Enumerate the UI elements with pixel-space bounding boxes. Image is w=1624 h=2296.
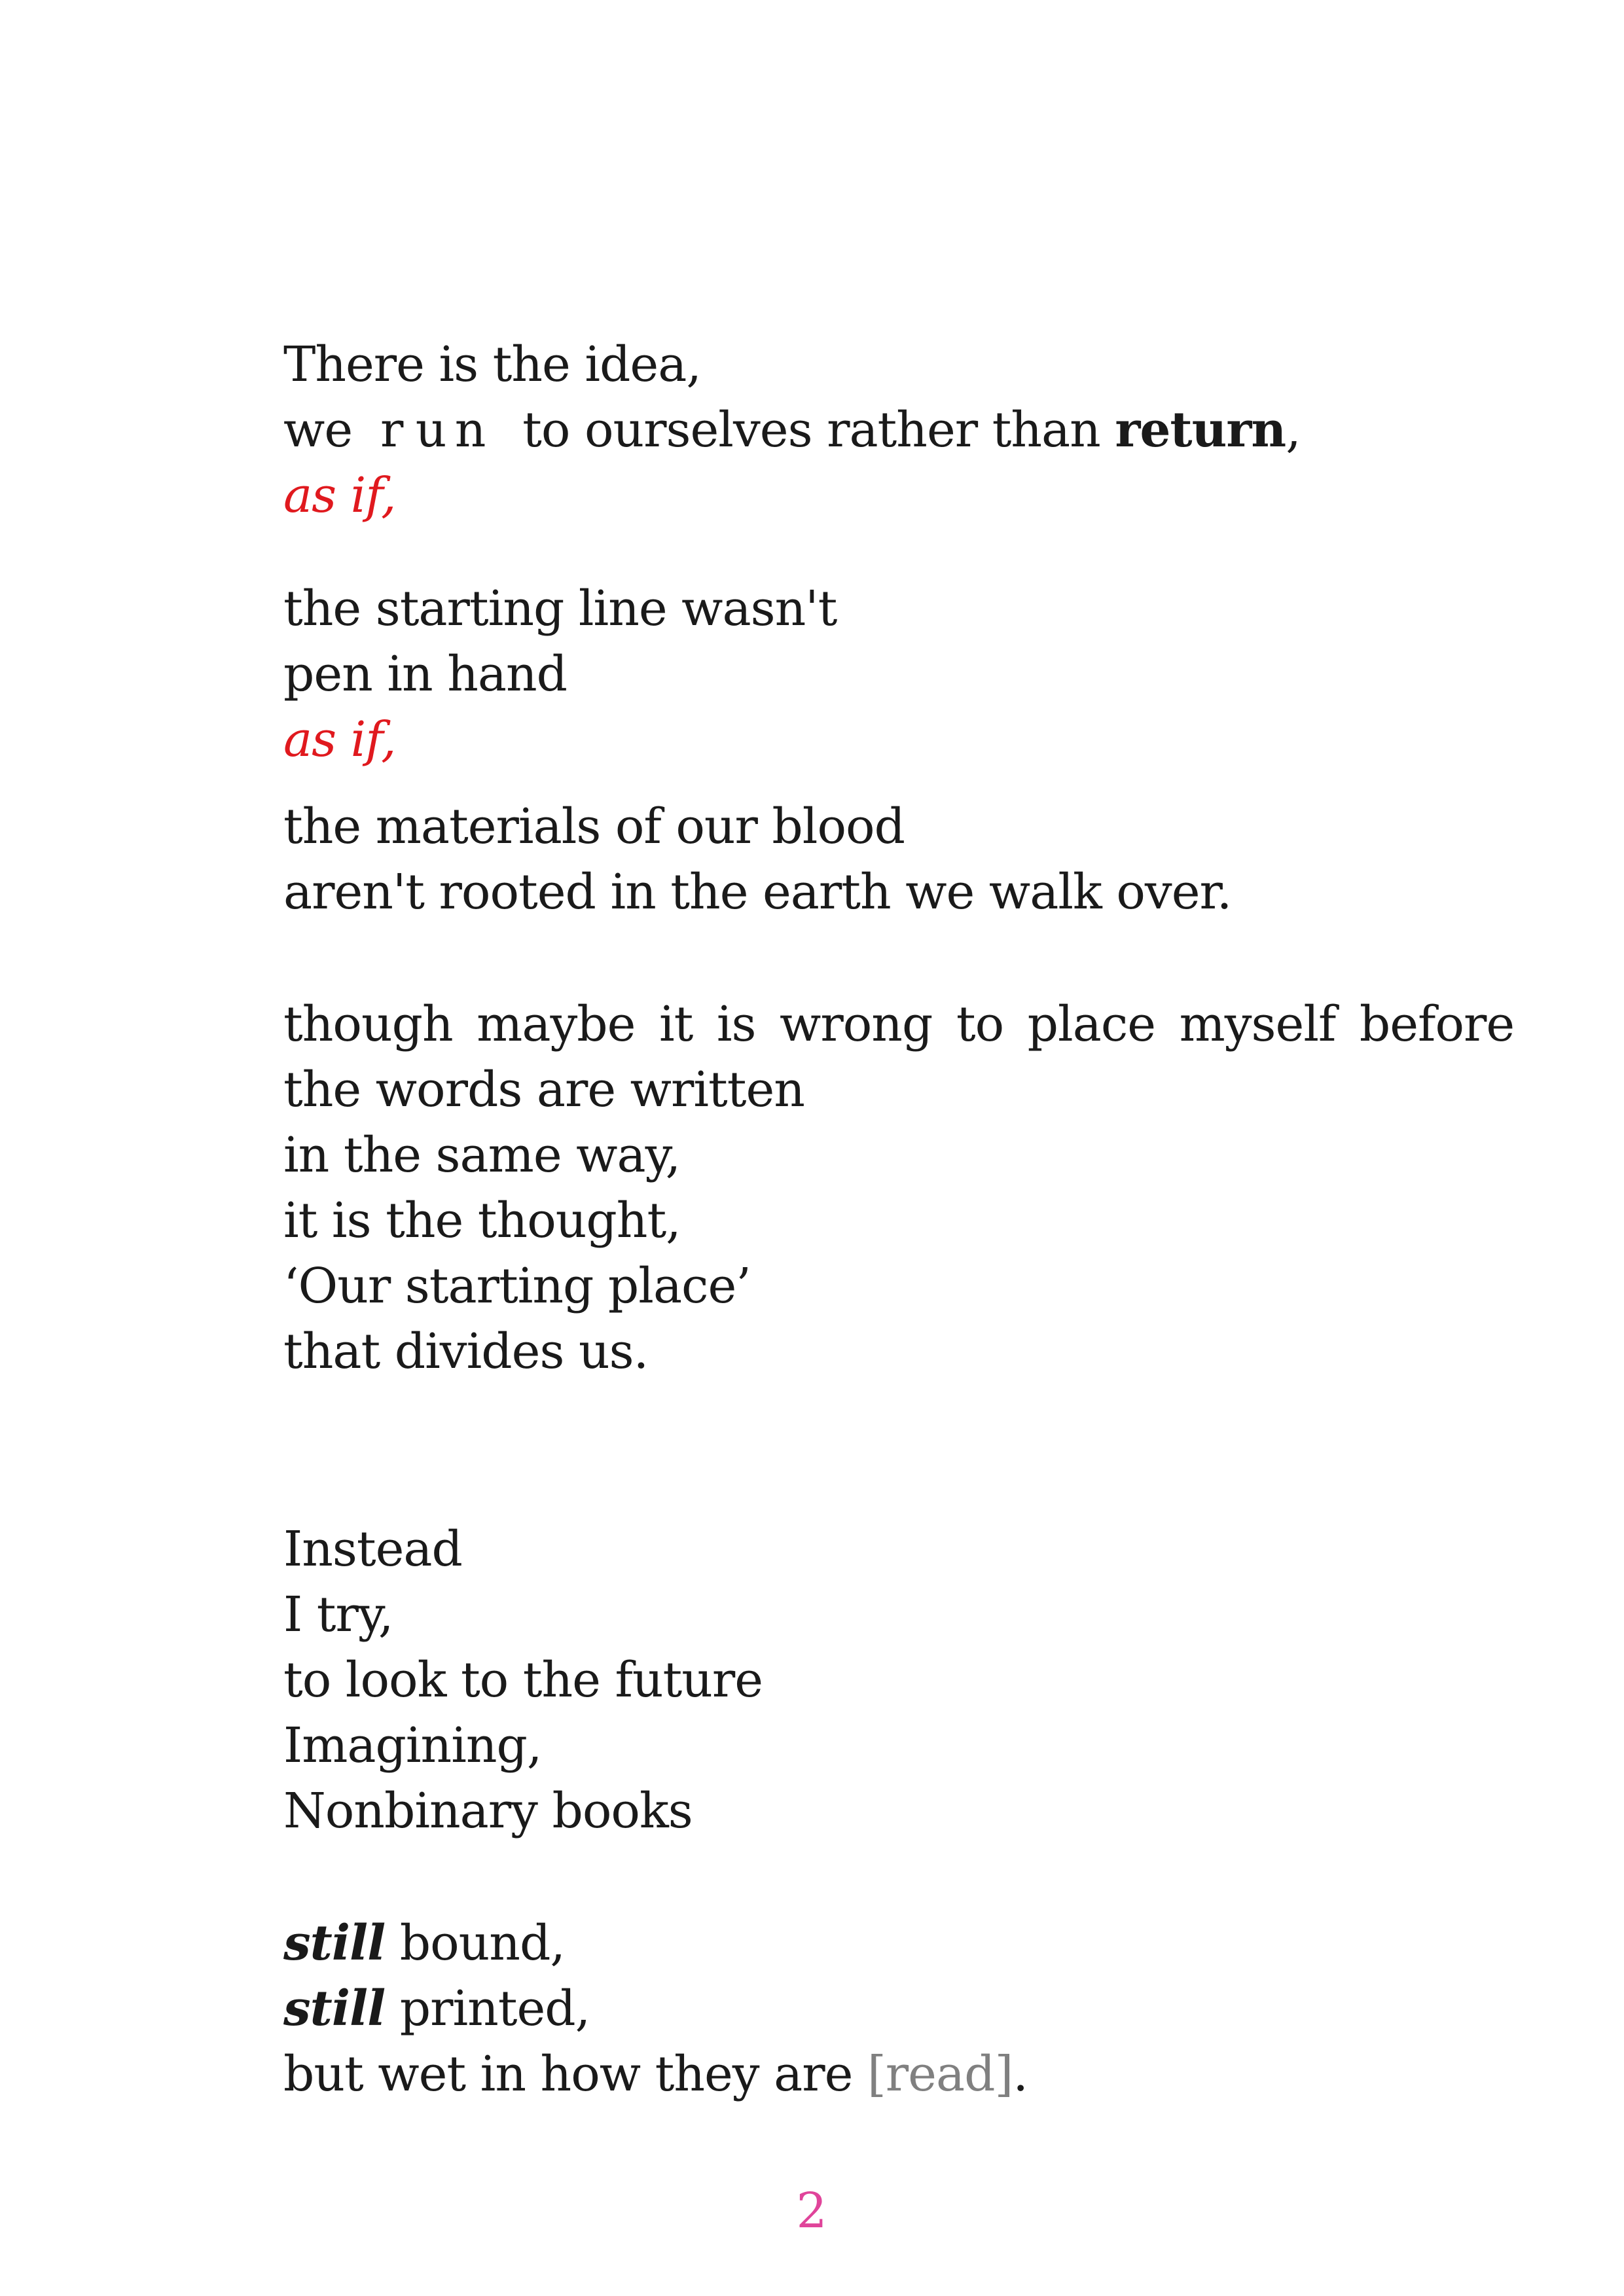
- word-read-bracketed: [read]: [867, 2046, 1013, 2102]
- poem-line: the words are written: [283, 1062, 804, 1118]
- poem-line: to look to the future: [283, 1652, 763, 1708]
- as-if-line: as if,: [283, 711, 396, 768]
- poem-line: aren't rooted in the earth we walk over.: [283, 864, 1232, 920]
- run-letter-u: u: [415, 402, 446, 458]
- line-end-comma: ,: [1286, 402, 1301, 458]
- run-letter-n: n: [454, 402, 486, 458]
- poem-line: the materials of our blood: [283, 798, 905, 855]
- run-letter-r: r: [380, 402, 403, 458]
- poem-line: it is the thought,: [283, 1193, 681, 1249]
- poem-line: the starting line wasn't: [283, 581, 837, 637]
- word-we: we: [283, 402, 353, 458]
- line-end-period: .: [1013, 2046, 1028, 2102]
- poem-line: I try,: [283, 1587, 393, 1643]
- as-if-line: as if,: [283, 467, 396, 524]
- poem-line-still-printed: [283, 1981, 590, 2037]
- page-number: 2: [796, 2183, 827, 2239]
- word-still: still: [283, 1981, 386, 2037]
- poem-line: Instead: [283, 1521, 462, 1577]
- poem-line: Nonbinary books: [283, 1783, 693, 1839]
- line-text: but wet in how they are: [283, 2046, 867, 2102]
- word-still: still: [283, 1915, 386, 1971]
- poem-line-read: [283, 2046, 1028, 2102]
- line-rest: printed,: [385, 1981, 590, 2037]
- poem-line: in the same way,: [283, 1127, 681, 1183]
- line-rest: bound,: [385, 1915, 565, 1971]
- poem-line: Imagining,: [283, 1717, 542, 1774]
- poem-line: though maybe it is wrong to place myself before: [283, 996, 1515, 1052]
- poem-line: that divides us.: [283, 1323, 649, 1380]
- poem-line: pen in hand: [283, 646, 567, 702]
- word-return: return: [1115, 402, 1286, 458]
- poem-line: There is the idea,: [283, 336, 701, 393]
- poem-line: ‘Our starting place’: [283, 1258, 751, 1314]
- poem-line-run: [283, 402, 1301, 458]
- poem-line-still-bound: [283, 1915, 565, 1971]
- line-mid-text: to ourselves rather than: [522, 402, 1115, 458]
